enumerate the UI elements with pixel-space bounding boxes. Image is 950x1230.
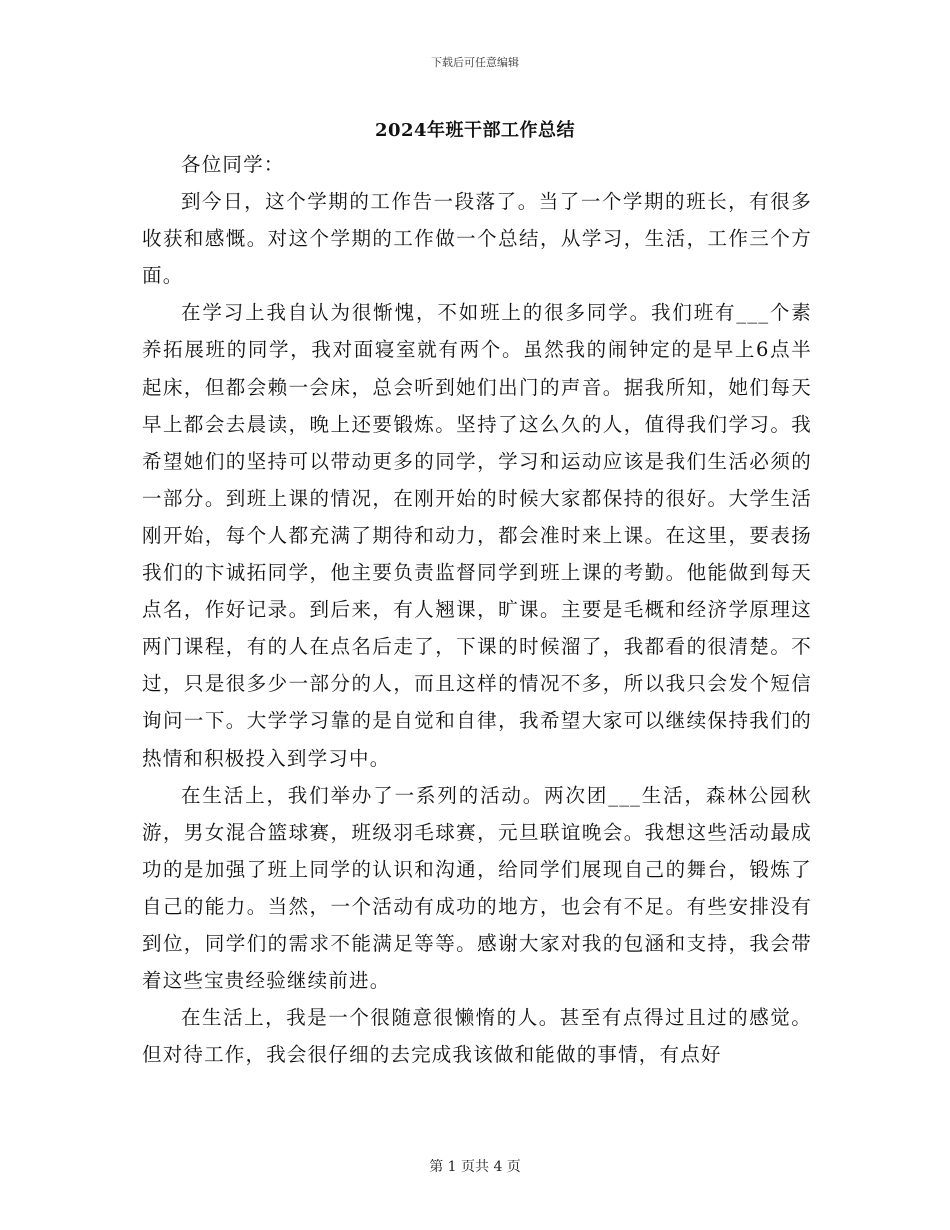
page-number: 第 1 页共 4 页 [429, 1159, 521, 1175]
paragraph-salutation: 各位同学： [181, 153, 285, 176]
paragraph-life: 在生活上，我是一个很随意很懒惰的人。甚至有点得过且过的感觉。但对待工作，我会很仔细的去完成我该做和能做的事情，有点好 [142, 1006, 812, 1067]
header-note: 下载后可任意编辑 [431, 56, 519, 69]
document-body [142, 146, 812, 1073]
paragraph-study: 在学习上我自认为很惭愧，不如班上的很多同学。我们班有___个素养拓展班的同学，我对面寝室就有两个。虽然我的闹钟定的是早上6点半起床，但都会赖一会床，总会听到她们出门的声音。据我所知，她们每天早上都会去晨读，晚上还要锻炼。坚持了这么久的人，值得我们学习。我希望她们的坚持可以带动更多的同学，学习和运动应该是我们生活必须的一部分。到班上课的情况，在刚开始的时候大家都保持的很好。大学生活刚开始，每个人都充满了期待和动力，都会准时来上课。在这里，要表扬我们的卞诚拓同学，他主要负责监督同学到班上课的考勤。他能做到每天点名，作好记录。到后来，有人翘课，旷课。主要是毛概和经济学原理这两门课程，有的人在点名后走了，下课的时候溜了，我都看的很清楚。不过，只是很多少一部分的人，而且这样的情况不多，所以我只会发个短信询问一下。大学学习靠的是自觉和自律，我希望大家可以继续保持我们的热情和积极投入到学习中。 [142, 301, 812, 770]
paragraph-activities: 在生活上，我们举办了一系列的活动。两次团___生活，森林公园秋游，男女混合篮球赛，班级羽毛球赛，元旦联谊晚会。我想这些活动最成功的是加强了班上同学的认识和沟通，给同学们展现自己的舞台，锻炼了自己的能力。当然，一个活动有成功的地方，也会有不足。有些安排没有到位，同学们的需求不能满足等等。感谢大家对我的包涵和支持，我会带着这些宝贵经验继续前进。 [142, 783, 812, 993]
paragraph-intro: 到今日，这个学期的工作告一段落了。当了一个学期的班长，有很多收获和感慨。对这个学期的工作做一个总结，从学习，生活，工作三个方面。 [142, 190, 812, 288]
document-title: 2024年班干部工作总结 [374, 120, 576, 141]
